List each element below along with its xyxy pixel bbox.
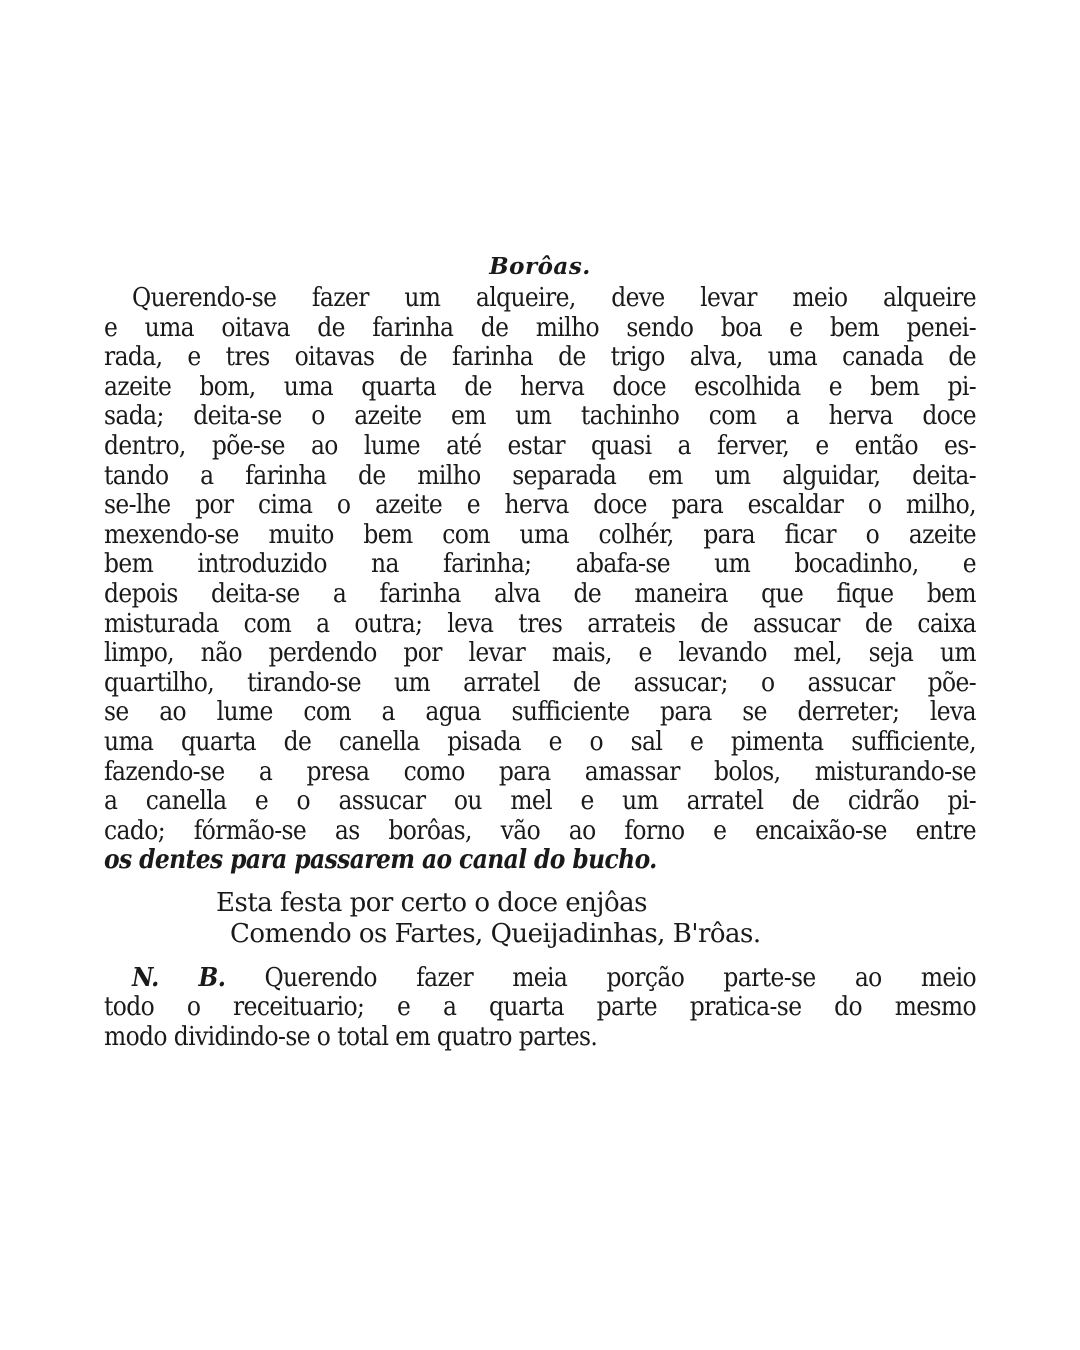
recipe-line: fazendo-se a presa como para amassar bolos, misturando-se — [104, 756, 976, 787]
recipe-line: sada; deita-se o azeite em um tachinho com a herva doce — [104, 401, 976, 432]
recipe-paragraph — [104, 284, 976, 876]
recipe-line: limpo, não perdendo por levar mais, e levando mel, seja um — [104, 638, 976, 669]
recipe-line: tando a farinha de milho separada em um alguidar, deita- — [104, 460, 976, 491]
verse-couplet — [104, 888, 976, 950]
recipe-line-italic: os dentes para passarem ao canal do bucho. — [104, 845, 657, 876]
recipe-line: quartilho, tirando-se um arratel de assucar; o assucar põe- — [104, 667, 976, 698]
recipe-line: e uma oitava de farinha de milho sendo boa e bem penei- — [104, 312, 976, 343]
document-page — [104, 252, 976, 1053]
recipe-line: depois deita-se a farinha alva de maneira que fique bem — [104, 578, 976, 609]
recipe-line: a canella e o assucar ou mel e um arratel de cidrão pi- — [104, 786, 976, 817]
recipe-line: Querendo-se fazer um alqueire, deve levar meio alqueire — [132, 283, 976, 313]
recipe-line: se ao lume com a agua sufficiente para se derreter; leva — [104, 697, 976, 728]
note-line: todo o receituario; e a quarta parte pratica-se do mesmo — [104, 992, 976, 1023]
note-line-text: Querendo fazer meia porção parte-se ao meio — [264, 962, 977, 993]
note-line: modo dividindo-se o total em quatro partes. — [104, 1022, 598, 1053]
nota-bene — [104, 964, 976, 1053]
recipe-line: bem introduzido na farinha; abafa-se um bocadinho, e — [104, 549, 976, 580]
recipe-line: se-lhe por cima o azeite e herva doce para escaldar o milho, — [104, 490, 976, 521]
recipe-line: dentro, põe-se ao lume até estar quasi a ferver, e então es- — [104, 430, 976, 461]
recipe-line: cado; fórmão-se as borôas, vão ao forno e encaixão-se entre — [104, 815, 976, 846]
nb-label: N. B. — [132, 962, 226, 993]
verse-line: Esta festa por certo o doce enjôas — [216, 887, 647, 918]
recipe-line: misturada com a outra; leva tres arrateis de assucar de caixa — [104, 608, 976, 639]
recipe-line: azeite bom, uma quarta de herva doce escolhida e bem pi- — [104, 371, 976, 402]
recipe-title: Borôas. — [489, 253, 591, 280]
recipe-line: rada, e tres oitavas de farinha de trigo alva, uma canada de — [104, 342, 976, 373]
note-line — [104, 964, 976, 994]
verse-line: Comendo os Fartes, Queijadinhas, B'rôas. — [230, 918, 761, 949]
recipe-line: mexendo-se muito bem com uma colhér, para ficar o azeite — [104, 519, 976, 550]
recipe-line: uma quarta de canella pisada e o sal e pimenta sufficiente, — [104, 726, 976, 757]
